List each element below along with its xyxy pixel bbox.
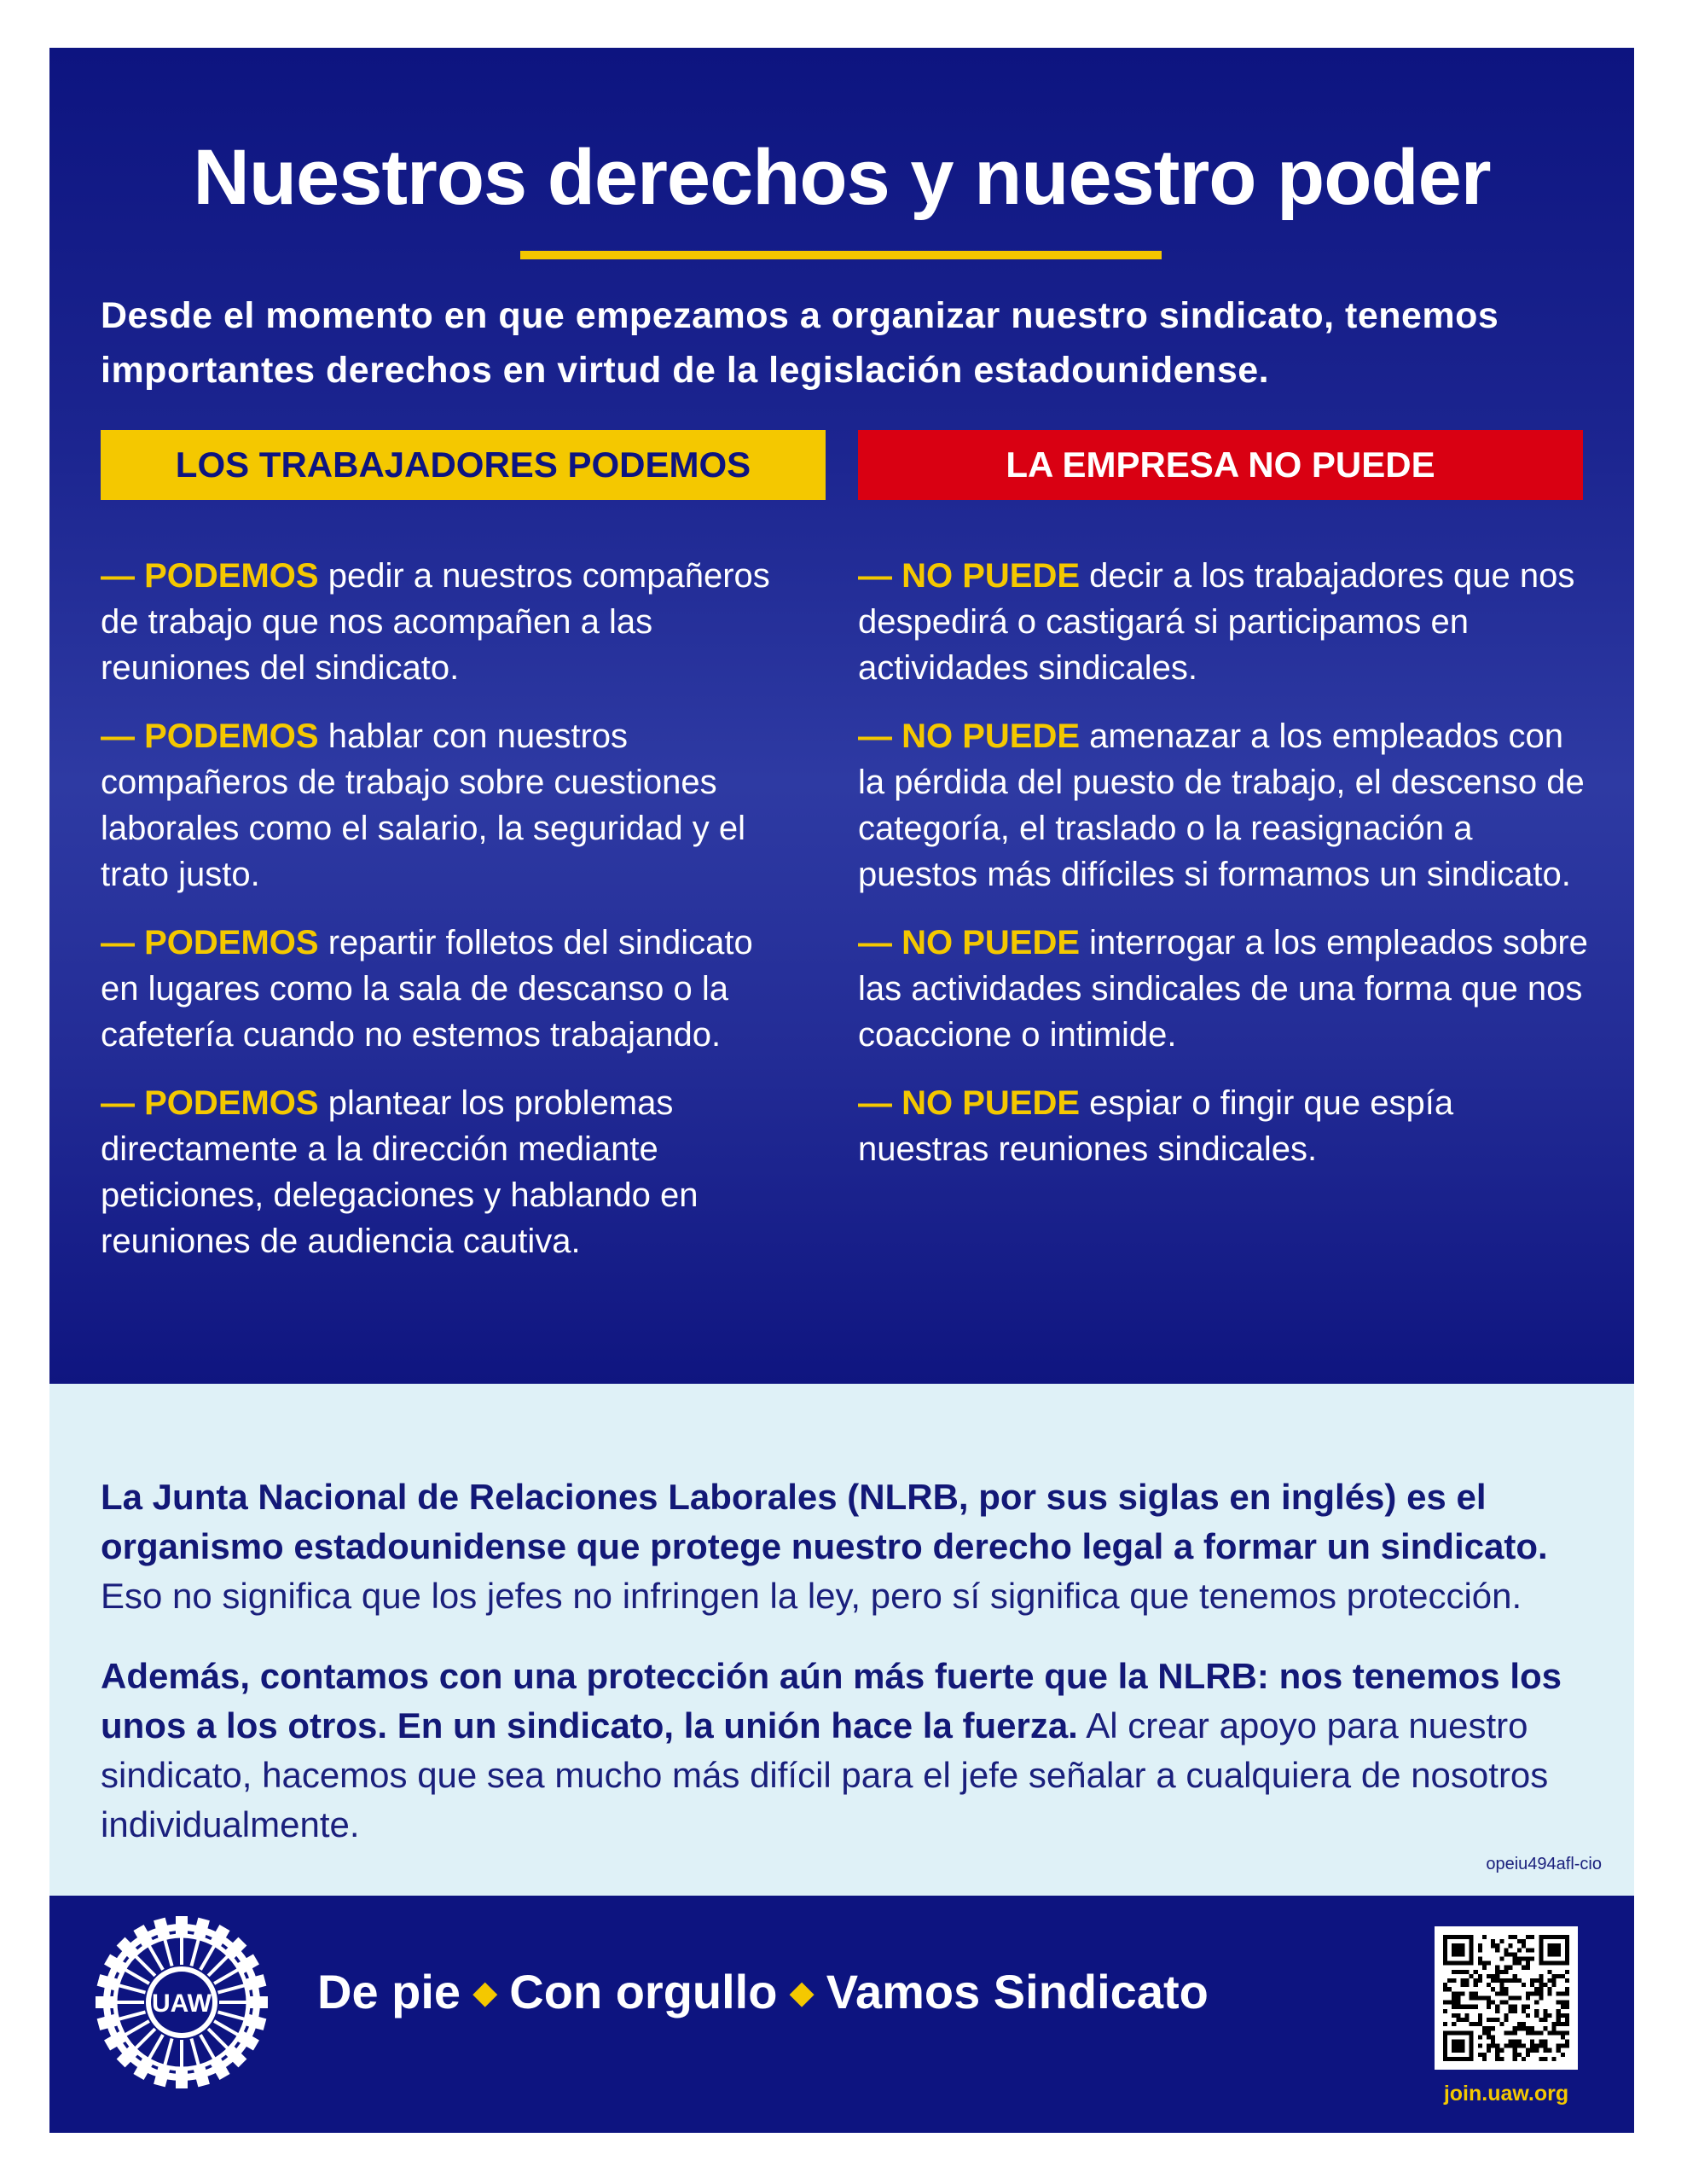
union-credit: opeiu494afl-cio	[1486, 1855, 1602, 1873]
item-text: amenazar a los empleados con la pérdida del puesto de trabajo, el descenso de categoría, el traslado o la reasignación a puestos más difíciles si formamos un sindicato.	[858, 717, 1585, 893]
keyword: — PODEMOS	[101, 557, 319, 595]
flyer	[49, 48, 1634, 2133]
list-item	[858, 553, 1591, 691]
keyword: — NO PUEDE	[858, 924, 1081, 961]
list-item	[858, 1080, 1591, 1172]
company-cannot-header: LA EMPRESA NO PUEDE	[858, 430, 1583, 500]
item-text: repartir folletos del sindicato en lugares como la sala de descanso o la cafetería cuando no estemos trabajando.	[101, 924, 753, 1054]
slogan-part-2: Con orgullo	[509, 1965, 778, 2018]
item-text: interrogar a los empleados sobre las actividades sindicales de una forma que nos coaccione o intimide.	[858, 924, 1588, 1054]
list-item	[101, 1080, 774, 1264]
qr-code-icon[interactable]	[1435, 1926, 1578, 2070]
list-item	[101, 553, 774, 691]
nlrb-bold: La Junta Nacional de Relaciones Laborales (NLRB, por sus siglas en inglés) es el organismo estadounidense que protege nuestro derecho legal a formar un sindicato.	[101, 1477, 1548, 1566]
nlrb-paragraph	[101, 1472, 1602, 1621]
keyword: — NO PUEDE	[858, 557, 1081, 595]
workers-can-list	[101, 553, 774, 1287]
intro-text: Desde el momento en que empezamos a organizar nuestro sindicato, tenemos importantes derechos en virtud de la legislación estadounidense.	[101, 295, 1499, 391]
nlrb-info-panel	[49, 1384, 1634, 1896]
keyword: — NO PUEDE	[858, 1084, 1081, 1122]
keyword: — PODEMOS	[101, 1084, 319, 1122]
list-item	[101, 713, 774, 897]
item-text: pedir a nuestros compañeros de trabajo que nos acompañen a las reuniones del sindicato.	[101, 557, 770, 687]
list-item	[858, 713, 1591, 897]
company-cannot-list	[858, 553, 1591, 1194]
rights-panel	[49, 48, 1634, 1384]
list-item	[101, 920, 774, 1058]
slogan-part-1: De pie	[317, 1965, 461, 2018]
footer	[49, 1896, 1634, 2133]
keyword: — NO PUEDE	[858, 717, 1081, 755]
slogan-part-3: Vamos Sindicato	[826, 1965, 1209, 2018]
slogan	[317, 1964, 1209, 2019]
solidarity-paragraph	[101, 1652, 1602, 1850]
page-title: Nuestros derechos y nuestro poder	[193, 134, 1491, 221]
item-text: espiar o fingir que espía nuestras reuniones sindicales.	[858, 1084, 1454, 1168]
diamond-icon: ◆	[789, 1975, 815, 2011]
solidarity-rest: Al crear apoyo para nuestro sindicato, hacemos que sea mucho más difícil para el jefe señalar a cualquiera de nosotros individualmente.	[101, 1705, 1549, 1844]
item-text: hablar con nuestros compañeros de trabajo sobre cuestiones laborales como el salario, la seguridad y el trato justo.	[101, 717, 745, 893]
solidarity-bold: Además, contamos con una protección aún más fuerte que la NLRB: nos tenemos los unos a los otros. En un sindicato, la unión hace la fuerza.	[101, 1656, 1562, 1745]
list-item	[858, 920, 1591, 1058]
nlrb-rest: Eso no significa que los jefes no infringen la ley, pero sí significa que tenemos protección.	[101, 1576, 1522, 1616]
keyword: — PODEMOS	[101, 717, 319, 755]
item-text: decir a los trabajadores que nos despedirá o castigará si participamos en actividades sindicales.	[858, 557, 1575, 687]
title-underline	[520, 251, 1162, 259]
uaw-logo	[94, 1914, 270, 2090]
uaw-logo-text: UAW	[152, 1989, 212, 2018]
item-text: plantear los problemas directamente a la dirección mediante peticiones, delegaciones y hablando en reuniones de audiencia cautiva.	[101, 1084, 699, 1260]
workers-can-header: LOS TRABAJADORES PODEMOS	[101, 430, 826, 500]
join-link[interactable]: join.uaw.org	[1443, 2082, 1569, 2106]
diamond-icon: ◆	[472, 1975, 498, 2011]
keyword: — PODEMOS	[101, 924, 319, 961]
